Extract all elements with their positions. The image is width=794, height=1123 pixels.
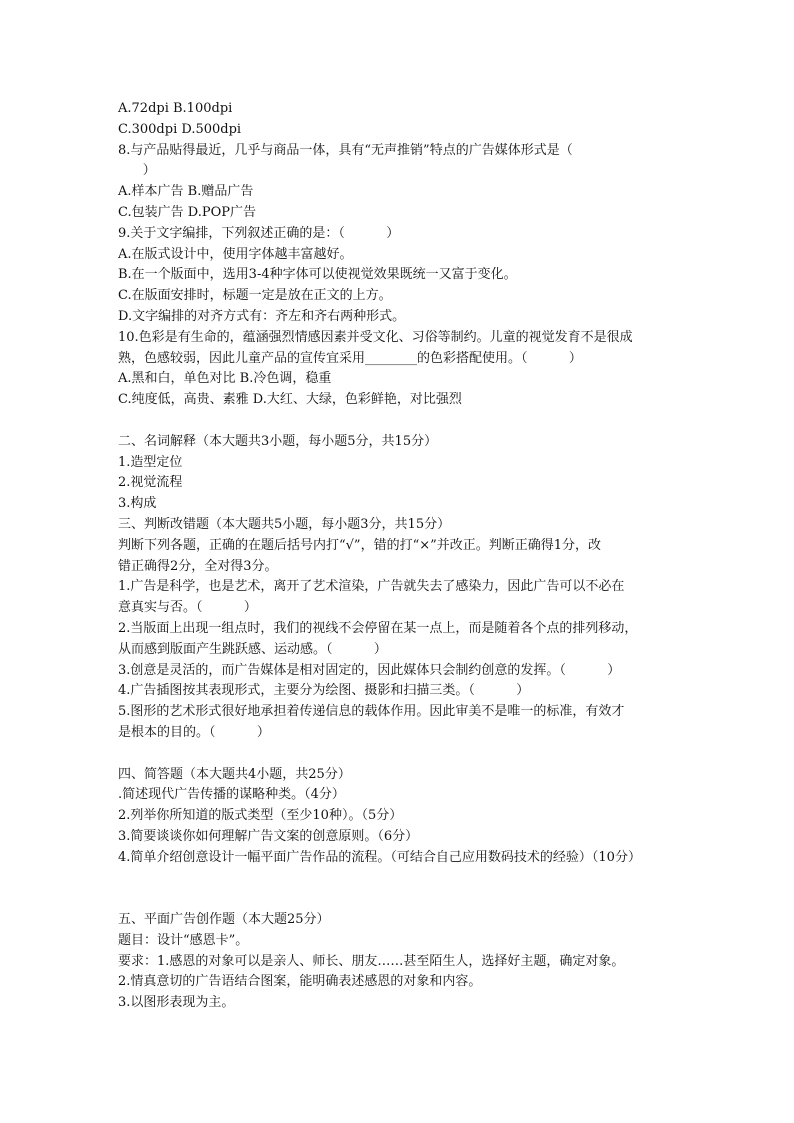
- text-line: C.包装广告 D.POP广告: [118, 204, 256, 220]
- text-line: ）: [118, 163, 156, 179]
- text-line: C.300dpi D.500dpi: [118, 121, 242, 137]
- text-line: A.黑和白，单色对比 B.冷色调，稳重: [118, 371, 332, 387]
- text-line: 判断下列各题，正确的在题后括号内打“√”，错的打“×”并改正。判断正确得1分，改: [118, 537, 602, 553]
- text-line: 10.色彩是有生命的，蕴涵强烈情感因素并受文化、习俗等制约。儿童的视觉发育不是很成: [118, 329, 633, 345]
- text-line: C.纯度低，高贵、素雅 D.大红、大绿，色彩鲜艳，对比强烈: [118, 392, 462, 408]
- text-line: A.样本广告 B.赠品广告: [118, 184, 254, 200]
- text-line: 二、名词解释（本大题共3小题，每小题5分，共15分）: [118, 433, 438, 449]
- text-line: 2.当版面上出现一组点时，我们的视线不会停留在某一点上，而是随着各个点的排列移动，: [118, 620, 638, 636]
- text-line: 1.造型定位: [118, 454, 183, 470]
- text-line: .简述现代广告传播的谋略种类。（4分）: [118, 787, 345, 803]
- text-line: 错正确得2分，全对得3分。: [118, 558, 278, 574]
- text-line: 2.列举你所知道的版式类型（至少10种）。（5分）: [118, 808, 403, 824]
- text-line: 从而感到版面产生跳跃感、运动感。（ ）: [118, 641, 387, 657]
- text-line: 三、判断改错题（本大题共5小题，每小题3分，共15分）: [118, 516, 451, 532]
- text-line: 3.创意是灵活的，而广告媒体是相对固定的，因此媒体只会制约创意的发挥。（ ）: [118, 662, 621, 678]
- document-page: [118, 99, 680, 1014]
- text-line: 题目：设计“感恩卡”。: [118, 932, 249, 948]
- text-line: 五、平面广告创作题（本大题25分）: [118, 912, 330, 928]
- blank-line: [118, 889, 680, 910]
- text-line: 4.广告插图按其表现形式，主要分为绘图、摄影和扫描三类。（ ）: [118, 683, 530, 699]
- blank-line: [118, 868, 680, 889]
- text-line: 3.构成: [118, 496, 157, 512]
- text-line: A.72dpi B.100dpi: [118, 101, 233, 116]
- text-line: C.在版面安排时，标题一定是放在正文的上方。: [118, 288, 392, 304]
- text-line: A.在版式设计中，使用字体越丰富越好。: [118, 246, 353, 262]
- text-line: 3.简要谈谈你如何理解广告文案的创意原则。（6分）: [118, 828, 419, 844]
- text-line: 4.简单介绍创意设计一幅平面广告作品的流程。（可结合自己应用数码技术的经验）（10分）: [118, 849, 641, 865]
- text-line: 是根本的目的。（ ）: [118, 724, 270, 740]
- text-line: 9.关于文字编排，下列叙述正确的是：（ ）: [118, 225, 400, 241]
- blank-line: [118, 744, 680, 765]
- text-line: D.文字编排的对齐方式有：齐左和齐右两种形式。: [118, 308, 406, 324]
- text-line: 3.以图形表现为主。: [118, 995, 235, 1011]
- blank-line: [118, 411, 680, 432]
- text-line: 2.视觉流程: [118, 475, 183, 491]
- text-line: 5.图形的艺术形式很好地承担着传递信息的载体作用。因此审美不是唯一的标准，有效才: [118, 704, 625, 720]
- text-line: 1.广告是科学，也是艺术，离开了艺术渲染，广告就失去了感染力，因此广告可以不必在: [118, 579, 625, 595]
- text-line: 要求：1.感恩的对象可以是亲人、师长、朋友……甚至陌生人，选择好主题，确定对象。: [118, 953, 625, 969]
- text-line: 2.情真意切的广告语结合图案，能明确表述感恩的对象和内容。: [118, 974, 482, 990]
- text-line: B.在一个版面中，选用3-4种字体可以使视觉效果既统一又富于变化。: [118, 267, 517, 283]
- text-line: 8.与产品贴得最近，几乎与商品一体，具有“无声推销”特点的广告媒体形式是（: [118, 142, 573, 158]
- text-line: 意真实与否。（ ）: [118, 600, 257, 616]
- text-line: 熟，色感较弱，因此儿童产品的宣传宜采用________的色彩搭配使用。（ ）: [118, 350, 582, 366]
- text-line: 四、简答题（本大题共4小题，共25分）: [118, 766, 351, 782]
